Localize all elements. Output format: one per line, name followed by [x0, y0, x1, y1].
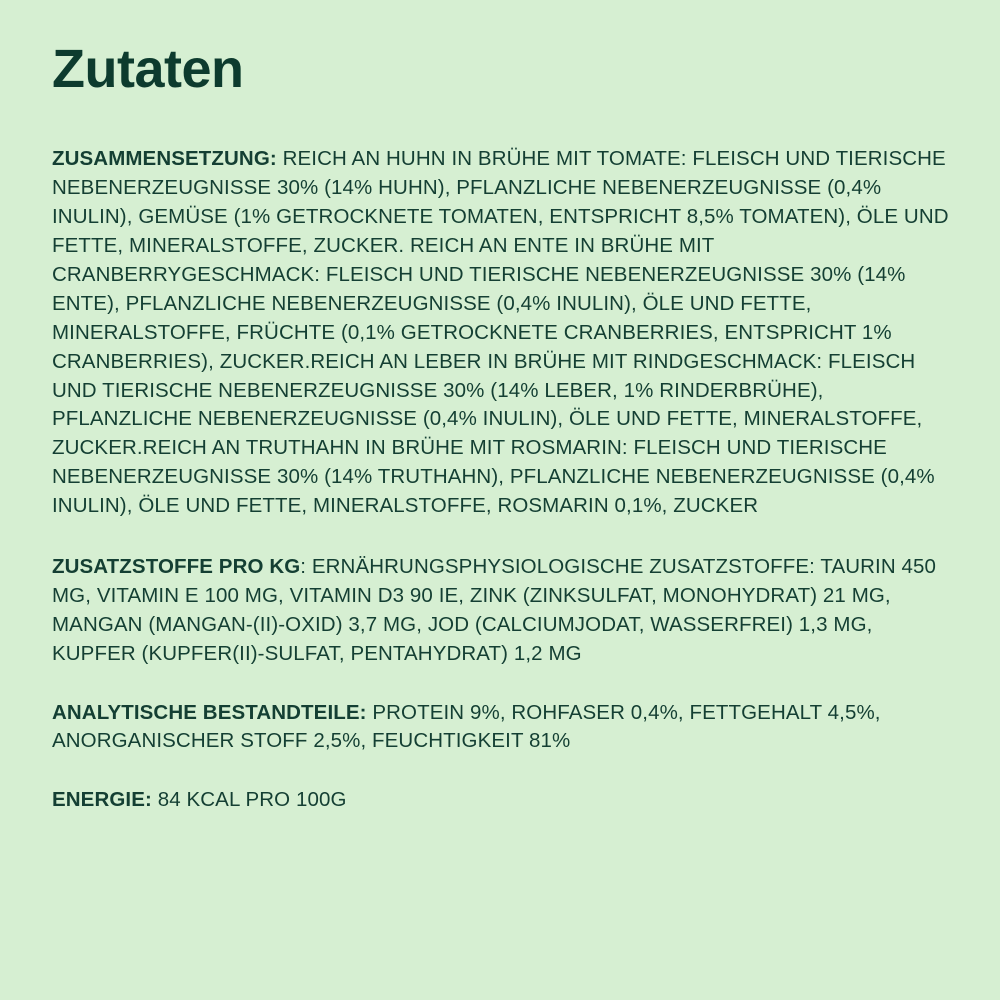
additives-section [52, 553, 952, 669]
analytical-text: PROTEIN 9%, ROHFASER 0,4%, FETTGEHALT 4,5%, ANORGANISCHER STOFF 2,5%, FEUCHTIGKEIT 81% [52, 700, 881, 753]
analytical-section [52, 699, 952, 757]
page-title: Zutaten [52, 39, 244, 99]
additives-heading: ZUSATZSTOFFE PRO KG [52, 554, 301, 578]
composition-heading: ZUSAMMENSETZUNG: [52, 147, 277, 171]
composition-text: REICH AN HUHN IN BRÜHE MIT TOMATE: FLEISCH UND TIERISCHE NEBENERZEUGNISSE 30% (14% HUHN), PFLANZLICHE NEBENERZEUGNISSE (0,4% INULIN), GEMÜSE (1% GETROCKNETE TOMATEN, ENTSPRICHT 8,5% TOMATEN), ÖLE UND FETTE, MINERALSTOFFE, ZUCKER. REICH AN ENTE IN BRÜHE MIT CRANBERRYGESCHMACK: FLEISCH UND TIERISCHE NEBENERZEUGNISSE 30% (14% ENTE), PFLANZLICHE NEBENERZEUGNISSE (0,4% INULIN), ÖLE UND FETTE, MINERALSTOFFE, FRÜCHTE (0,1% GETROCKNETE CRANBERRIES, ENTSPRICHT 1% CRANBERRIES), ZUCKER.REICH AN LEBER IN BRÜHE MIT RINDGESCHMACK: FLEISCH UND TIERISCHE NEBENERZEUGNISSE 30% (14% LEBER, 1% RINDERBRÜHE), PFLANZLICHE NEBENERZEUGNISSE (0,4% INULIN), ÖLE UND FETTE, MINERALSTOFFE, ZUCKER.REICH AN TRUTHAHN IN BRÜHE MIT ROSMARIN: FLEISCH UND TIERISCHE NEBENERZEUGNISSE 30% (14% TRUTHAHN), PFLANZLICHE NEBENERZEUGNISSE (0,4% INULIN), ÖLE UND FETTE, MINERALSTOFFE, ROSMARIN 0,1%, ZUCKER [52, 147, 949, 518]
energy-heading: ENERGIE: [52, 788, 152, 812]
energy-section [52, 786, 952, 815]
composition-section [52, 145, 952, 521]
content-column [52, 40, 952, 815]
analytical-heading: ANALYTISCHE BESTANDTEILE: [52, 700, 367, 724]
additives-text: : ERNÄHRUNGSPHYSIOLOGISCHE ZUSATZSTOFFE: TAURIN 450 MG, VITAMIN E 100 MG, VITAMIN D3 90 IE, ZINK (ZINKSULFAT, MONOHYDRAT) 21 MG, MANGAN (MANGAN-(II)-OXID) 3,7 MG, JOD (CALCIUMJODAT, WASSERFREI) 1,3 MG, KUPFER (KUPFER(II)-SULFAT, PENTAHYDRAT) 1,2 MG [52, 554, 937, 665]
energy-text: 84 KCAL PRO 100G [151, 788, 347, 812]
